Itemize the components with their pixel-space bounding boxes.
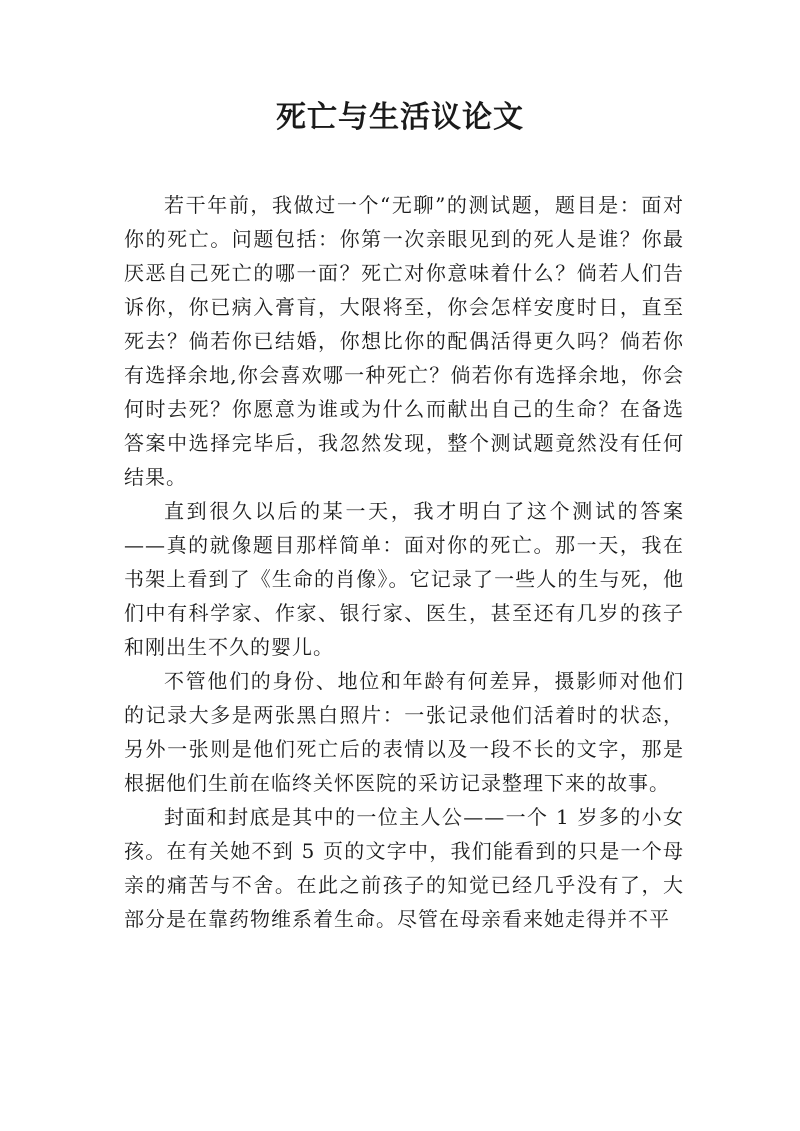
paragraph-3: 不管他们的身份、地位和年龄有何差异，摄影师对他们的记录大多是两张黑白照片：一张记录他们活着时的状态，另外一张则是他们死亡后的表情以及一段不长的文字，那是根据他们生前在临终关怀医院的采访记录整理下来的故事。: [124, 669, 684, 795]
paragraph-2: 直到很久以后的某一天，我才明白了这个测试的答案——真的就像题目那样简单：面对你的死亡。那一天，我在书架上看到了《生命的肖像》。它记录了一些人的生与死，他们中有科学家、作家、银行家、医生，甚至还有几岁的孩子和刚出生不久的婴儿。: [124, 499, 684, 659]
paragraph-4: 封面和封底是其中的一位主人公——一个 1 岁多的小女孩。在有关她不到 5 页的文字中，我们能看到的只是一个母亲的痛苦与不舍。在此之前孩子的知觉已经几乎没有了，大部分是在靠药物维系着生命。尽管在母亲看来她走得并不平: [124, 805, 684, 931]
paragraph-1: 若干年前，我做过一个“无聊”的测试题，题目是：面对你的死亡。问题包括：你第一次亲眼见到的死人是谁？你最厌恶自己死亡的哪一面？死亡对你意味着什么？倘若人们告诉你，你已病入膏肓，大限将至，你会怎样安度时日，直至死去？倘若你已结婚，你想比你的配偶活得更久吗？倘若你有选择余地,你会喜欢哪一种死亡？倘若你有选择余地，你会何时去死？你愿意为谁或为什么而献出自己的生命？在备选答案中选择完毕后，我忽然发现，整个测试题竟然没有任何结果。: [124, 193, 684, 489]
article-body: [124, 188, 684, 936]
page-title: 死亡与生活议论文: [276, 100, 524, 135]
